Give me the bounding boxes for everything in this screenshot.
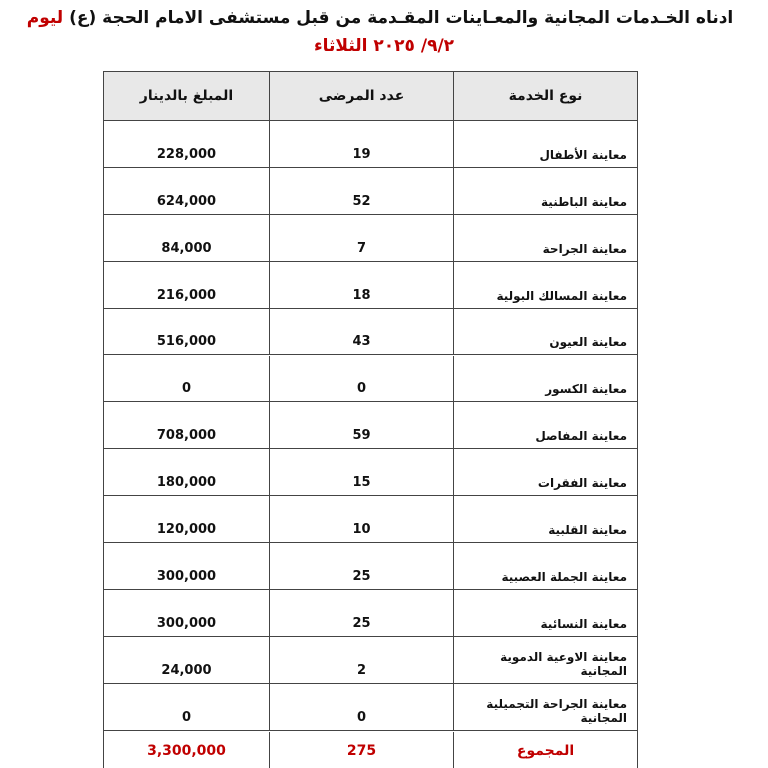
table-row [104, 356, 637, 403]
service-name-cell: معاينة العيون [549, 335, 627, 350]
amount-cell: 0 [104, 356, 270, 402]
amount-cell: 84,000 [104, 215, 270, 261]
patient-count-cell: 25 [270, 590, 454, 636]
patient-count-cell: 52 [270, 168, 454, 214]
title-day-word: ليوم [26, 8, 64, 28]
table-row [104, 168, 637, 215]
total-amount: 3,300,000 [104, 732, 270, 768]
patient-count-cell: 25 [270, 543, 454, 589]
title-date-line: ٩/٢/ ٢٠٢٥ الثلاثاء [313, 36, 455, 56]
table-row [104, 637, 637, 684]
service-name-cell: معاينة القلبية [548, 523, 627, 538]
services-table [103, 71, 638, 768]
header-amount: المبلغ بالدينار [104, 72, 270, 120]
amount-cell: 216,000 [104, 262, 270, 308]
amount-cell: 228,000 [104, 121, 270, 167]
table-row [104, 309, 637, 356]
table-row [104, 496, 637, 543]
service-name-cell: معاينة الباطنية [541, 194, 627, 209]
title-line-1 [0, 6, 760, 30]
patient-count-cell: 2 [270, 637, 454, 683]
amount-cell: 300,000 [104, 590, 270, 636]
amount-cell: 180,000 [104, 449, 270, 495]
patient-count-cell: 0 [270, 356, 454, 402]
amount-cell: 624,000 [104, 168, 270, 214]
amount-cell: 708,000 [104, 402, 270, 448]
service-name-cell: معاينة المسالك البولية [496, 288, 627, 303]
total-label: المجموع [516, 742, 575, 759]
table-row [104, 684, 637, 731]
patient-count-cell: 59 [270, 402, 454, 448]
patient-count-cell: 18 [270, 262, 454, 308]
table-row [104, 402, 637, 449]
service-name-cell: معاينة النسائية [540, 616, 627, 631]
service-name-cell: معاينة الجراحة التجميلية المجانية [486, 696, 627, 725]
table-header-row [104, 72, 637, 121]
service-name-cell: معاينة الجملة العصبية [501, 569, 627, 584]
table-row [104, 449, 637, 496]
patient-count-cell: 43 [270, 309, 454, 355]
table-row [104, 215, 637, 262]
patient-count-cell: 15 [270, 449, 454, 495]
table-row [104, 543, 637, 590]
patient-count-cell: 7 [270, 215, 454, 261]
service-name-cell: معاينة الجراحة [542, 241, 627, 256]
amount-cell: 24,000 [104, 637, 270, 683]
service-name-cell: معاينة الاوعية الدموية المجانية [500, 649, 627, 678]
header-service-type: نوع الخدمة [508, 88, 583, 104]
header-patient-count: عدد المرضى [270, 72, 454, 120]
service-name-cell: معاينة الأطفال [539, 147, 627, 162]
total-patients: 275 [270, 732, 454, 768]
amount-cell: 300,000 [104, 543, 270, 589]
table-row [104, 262, 637, 309]
service-name-cell: معاينة الكسور [545, 382, 627, 397]
patient-count-cell: 0 [270, 684, 454, 730]
table-row [104, 590, 637, 637]
amount-cell: 0 [104, 684, 270, 730]
patient-count-cell: 10 [270, 496, 454, 542]
patient-count-cell: 19 [270, 121, 454, 167]
amount-cell: 516,000 [104, 309, 270, 355]
title-main-text: ادناه الخـدمات المجانية والمعـاينات المقـدمة من قبل مستشفى الامام الحجة (ع) [63, 8, 734, 28]
service-name-cell: معاينة الفقرات [537, 476, 627, 491]
table-total-row [104, 732, 637, 768]
amount-cell: 120,000 [104, 496, 270, 542]
service-name-cell: معاينة المفاصل [535, 429, 627, 444]
table-row [104, 121, 637, 168]
